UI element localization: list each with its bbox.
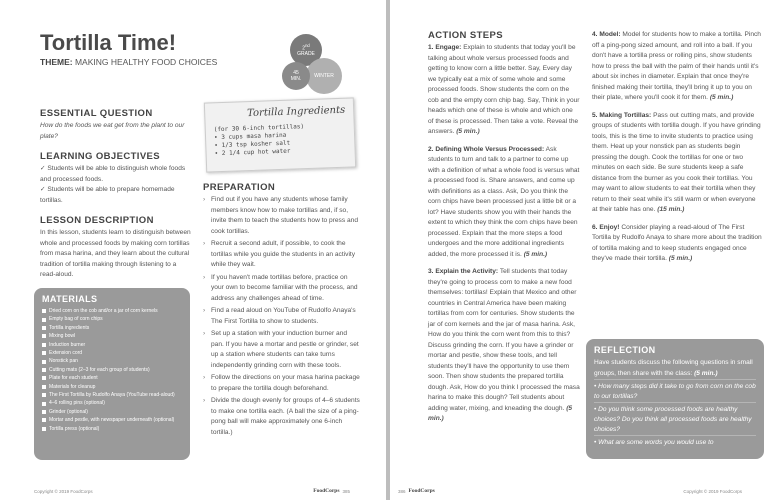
material-item — [42, 383, 182, 391]
season-badge — [306, 58, 342, 94]
theme-label: THEME: — [40, 57, 73, 67]
footer-right — [313, 488, 350, 494]
step-label: 1. Engage: — [428, 44, 462, 51]
step-label: 4. Model: — [592, 31, 621, 38]
reflection-intro — [594, 358, 756, 379]
step-time: (15 min.) — [657, 206, 685, 213]
step-time: (5 min.) — [668, 255, 693, 262]
preparation-text: Follow the directions on your masa harina package to prepare the tortilla dough beforehand. — [211, 374, 360, 392]
step-text: Pass out cutting mats, and provide groups of students with tortilla dough. If you have grinding tools, this is the time to invite students to practice using them. Heat up your nonstick pan as students begin pressing the dough. Cook the tortillas for one or two minutes on each side. Be sure students keep a safe distance from the burner as you cook their tortillas. You may want to allow students to eat their tortilla when they return to their seat while it's still warm or when everyone at their table has one. — [592, 111, 761, 213]
recipe-line: • 1/3 tsp kosher salt — [214, 139, 291, 150]
grade-suffix: nd — [305, 42, 310, 48]
step-time: (5 min.) — [523, 250, 548, 258]
preparation-text: Set up a station with your induction burner and pan. If you have a mortar and pestle or grinder, set up a station where students can take turns independently grinding corn with these tools. — [211, 330, 359, 369]
question-text: How many steps did it take to go from corn on the cob to our tortillas? — [594, 383, 756, 400]
material-label: Extension cord — [49, 350, 83, 357]
material-item — [42, 324, 182, 332]
checkbox-icon — [42, 326, 46, 330]
reflection-question — [594, 379, 756, 402]
checkbox-icon — [42, 368, 46, 372]
objective-item: ✓ Students will be able to prepare homemade tortillas. — [40, 186, 175, 204]
material-item — [42, 374, 182, 382]
material-label: The First Tortilla by Rudolfo Anaya (YouTube read-aloud) — [49, 392, 175, 399]
chevron-right-icon: › — [203, 240, 206, 247]
foodcorps-logo: FoodCorps — [408, 488, 435, 494]
materials-box — [34, 288, 190, 460]
reflection-time: (5 min.) — [694, 369, 718, 377]
material-label: Nonstick pan — [49, 358, 78, 365]
step-text: Tell students that today they're going to process corn to make a new food themselves: tortillas! Explain that Mexico and other countries in Central America have been making tortillas from corn for centuries. Show students the jar of corn kernels and the jar of masa harina. Ask, How do you think the corn went from this to this? Discuss grinding the corn. If you have a grinder or mortar and pestle, show these tools, and tell students they'll have the opportunity to use them soon. Then show students the prepared tortilla dough. Ask, How do you think I processed the masa harina to make this dough? Tell students about adding water, mixing, and kneading the dough. — [428, 268, 580, 412]
objective-item: ✓ Students will be able to distinguish whole foods and processed foods. — [40, 165, 186, 183]
checkbox-icon — [42, 418, 46, 422]
checkbox-icon — [42, 393, 46, 397]
footer-left — [398, 488, 435, 494]
right-page — [390, 0, 776, 500]
checkbox-icon — [42, 376, 46, 380]
left-page — [0, 0, 386, 500]
material-label: Empty bag of corn chips — [49, 316, 103, 323]
preparation-text: If you haven't made tortillas before, practice on your own to become familiar with the process, and address any challenges ahead of time. — [211, 273, 358, 302]
page-number: 386 — [398, 488, 406, 494]
material-label: Induction burner — [49, 341, 86, 348]
material-item — [42, 357, 182, 365]
reflection-question — [594, 435, 756, 448]
recipe-line: • 3 cups masa harina — [213, 131, 287, 142]
grade-number: 2 — [302, 45, 306, 52]
reflection-intro-text: Have students discuss the following questions in small groups, then share with the class: — [594, 359, 753, 377]
action-step — [428, 43, 580, 138]
chevron-right-icon: › — [203, 196, 206, 203]
lesson-description-heading: LESSON DESCRIPTION — [40, 215, 154, 226]
recipe-line: (for 30 6-inch tortillas) — [213, 123, 305, 134]
reflection-heading: REFLECTION — [594, 345, 656, 355]
season-label: WINTER — [314, 73, 334, 79]
step-text: Model for students how to make a tortilla. Pinch off a ping-pong sized amount, and roll into a ball. If you don't have a tortilla press or rolling pins, show students how to press the ball with the palm of their hands until it's about six inches in diameter. Explain that once they're finished making their tortilla, they'll bring it up to you on their plate, where you'll cook it for them. — [592, 31, 761, 101]
preparation-text: Recruit a second adult, if possible, to cook the tortillas while you guide the students in an activity while they wait. — [211, 240, 356, 268]
bullet-icon: • — [594, 406, 599, 413]
footer-copyright: Copyright © 2019 FoodCorps — [683, 489, 742, 494]
material-label: Grinder (optional) — [49, 408, 88, 415]
material-item — [42, 315, 182, 323]
material-label: Tortilla ingredients — [49, 324, 90, 331]
reflection-box — [586, 339, 764, 459]
bullet-icon: • — [594, 439, 599, 446]
materials-heading: MATERIALS — [42, 294, 98, 304]
page-number: 385 — [342, 488, 350, 494]
checkbox-icon — [42, 318, 46, 322]
lesson-description-section — [40, 215, 192, 281]
checkbox-icon — [42, 410, 46, 414]
theme-text: MAKING HEALTHY FOOD CHOICES — [74, 57, 218, 67]
essential-question-heading: ESSENTIAL QUESTION — [40, 108, 153, 119]
lesson-title: Tortilla Time! — [40, 30, 177, 55]
question-text: What are some words you would use to — [598, 439, 714, 446]
chevron-right-icon: › — [203, 330, 206, 337]
action-step — [428, 145, 580, 261]
material-label: Dried corn on the cob and/or a jar of corn kernels — [49, 308, 158, 314]
preparation-item — [203, 239, 361, 271]
action-steps-column-2 — [592, 30, 762, 272]
material-item — [42, 416, 182, 424]
action-steps-heading: ACTION STEPS — [428, 30, 504, 41]
checkbox-icon — [42, 343, 46, 347]
step-label: 2. Defining Whole Versus Processed: — [428, 145, 545, 153]
steps-list — [428, 43, 580, 425]
recipe-card — [204, 97, 356, 172]
material-label: 4–6 rolling pins (optional) — [49, 400, 105, 407]
footer-copyright: Copyright © 2019 FoodCorps — [34, 489, 93, 494]
preparation-list — [203, 195, 361, 438]
chevron-right-icon: › — [203, 307, 206, 314]
checkbox-icon — [42, 309, 46, 313]
question-text: Do you think some processed foods are healthy choices? Do you think all processed foods are healthy choices? — [594, 406, 752, 433]
step-label: 5. Making Tortillas: — [592, 111, 652, 119]
chevron-right-icon: › — [203, 374, 206, 381]
checkbox-icon — [42, 427, 46, 431]
material-label: Cutting mats (2–3 for each group of students) — [49, 366, 150, 373]
materials-list — [42, 307, 182, 433]
minutes-number: 45 — [293, 70, 299, 76]
checkbox-icon — [42, 334, 46, 338]
material-item — [42, 341, 182, 349]
steps-list — [592, 30, 762, 265]
action-step — [592, 223, 762, 265]
chevron-right-icon: › — [203, 397, 206, 404]
learning-objectives-section — [40, 151, 192, 206]
preparation-text: Find a read aloud on YouTube of Rudolfo Anaya's The First Tortilla to show to students. — [211, 307, 356, 325]
learning-objectives-heading: LEARNING OBJECTIVES — [40, 151, 161, 162]
reflection-question — [594, 402, 756, 435]
lesson-description-text: In this lesson, students learn to distinguish between whole and processed foods by making corn tortillas from masa harina, and they learn about the cultural tradition of tortilla making through listening to a read-aloud. — [40, 229, 191, 278]
material-label: Materials for cleanup — [49, 383, 96, 390]
action-steps-column-1 — [428, 30, 580, 432]
action-step — [428, 267, 580, 425]
step-text: Consider playing a read-aloud of The First Tortilla by Rudolfo Anaya to share more about the tradition of tortilla making and to keep students engaged once they've made their tortilla. — [592, 223, 762, 262]
preparation-heading: PREPARATION — [203, 182, 276, 193]
material-item — [42, 399, 182, 407]
minutes-label: MIN. — [290, 76, 302, 82]
material-item — [42, 307, 182, 315]
material-item — [42, 408, 182, 416]
preparation-text: Find out if you have any students whose family members know how to make tortillas and, if so, invite them to teach the students how to press and cook tortillas. — [211, 196, 358, 235]
checkbox-icon — [42, 402, 46, 406]
material-item — [42, 366, 182, 374]
essential-question-text: How do the foods we eat get from the plant to our plate? — [40, 122, 185, 140]
material-label: Tortilla press (optional) — [49, 425, 100, 432]
preparation-item — [203, 273, 361, 305]
checkbox-icon — [42, 360, 46, 364]
step-text: Ask students to turn and talk to a partner to come up with a definition of what a whole food is versus what a processed food is. Share answers, and come up with definitions as a class. Ask, Do you think the corn chips have been processed just a little bit or a lot? Have students show you with their hands the extent to which they think the corn chips have been processed. Explain that the more steps a food undergoes and the more additional ingredients added, the more processed it is. — [428, 145, 580, 258]
minutes-badge — [282, 62, 310, 90]
bullet-icon: • — [594, 383, 599, 390]
preparation-item — [203, 306, 361, 327]
foodcorps-logo: FoodCorps — [313, 488, 340, 494]
step-text: Explain to students that today you'll be talking about whole versus processed foods and getting to know corn a little better. Say, Every day we typically eat a mix of some whole and some processed foods. Show students the corn on the cob and the empty corn chip bag. Say, Think in your heads which one of these is whole and which one of these is processed. Then take a vote. Reveal the answers. — [428, 44, 580, 135]
step-time: (5 min.) — [456, 128, 480, 135]
checkbox-icon — [42, 351, 46, 355]
theme-line — [40, 57, 217, 67]
preparation-item — [203, 329, 361, 371]
material-label: Plate for each student — [49, 375, 98, 382]
step-label: 6. Enjoy! — [592, 223, 620, 231]
preparation-item — [203, 195, 361, 237]
material-item — [42, 332, 182, 340]
recipe-title: Tortilla Ingredients — [246, 104, 346, 120]
preparation-item — [203, 373, 361, 394]
chevron-right-icon: › — [203, 273, 206, 281]
material-label: Mortar and pestle, with newspaper underneath (optional) — [49, 417, 175, 424]
material-item — [42, 425, 182, 433]
action-step — [592, 111, 762, 216]
material-item — [42, 349, 182, 357]
material-item — [42, 391, 182, 399]
step-time: (5 min.) — [709, 94, 734, 101]
action-step — [592, 30, 762, 104]
step-label: 3. Explain the Activity: — [428, 268, 499, 275]
step-time: (5 min.) — [428, 404, 573, 422]
preparation-item — [203, 396, 361, 438]
preparation-text: Divide the dough evenly for groups of 4–6 students to make one tortilla each. (A ball the size of a ping-pong ball will make approximately one 6-inch tortilla.) — [211, 397, 360, 436]
recipe-line: • 2 1/4 cup hot water — [214, 147, 291, 158]
reflection-questions — [594, 379, 756, 448]
essential-question-section — [40, 108, 192, 142]
checkbox-icon — [42, 385, 46, 389]
material-label: Mixing bowl — [49, 333, 76, 340]
preparation-section — [203, 182, 361, 440]
grade-label: GRADE — [297, 51, 315, 58]
